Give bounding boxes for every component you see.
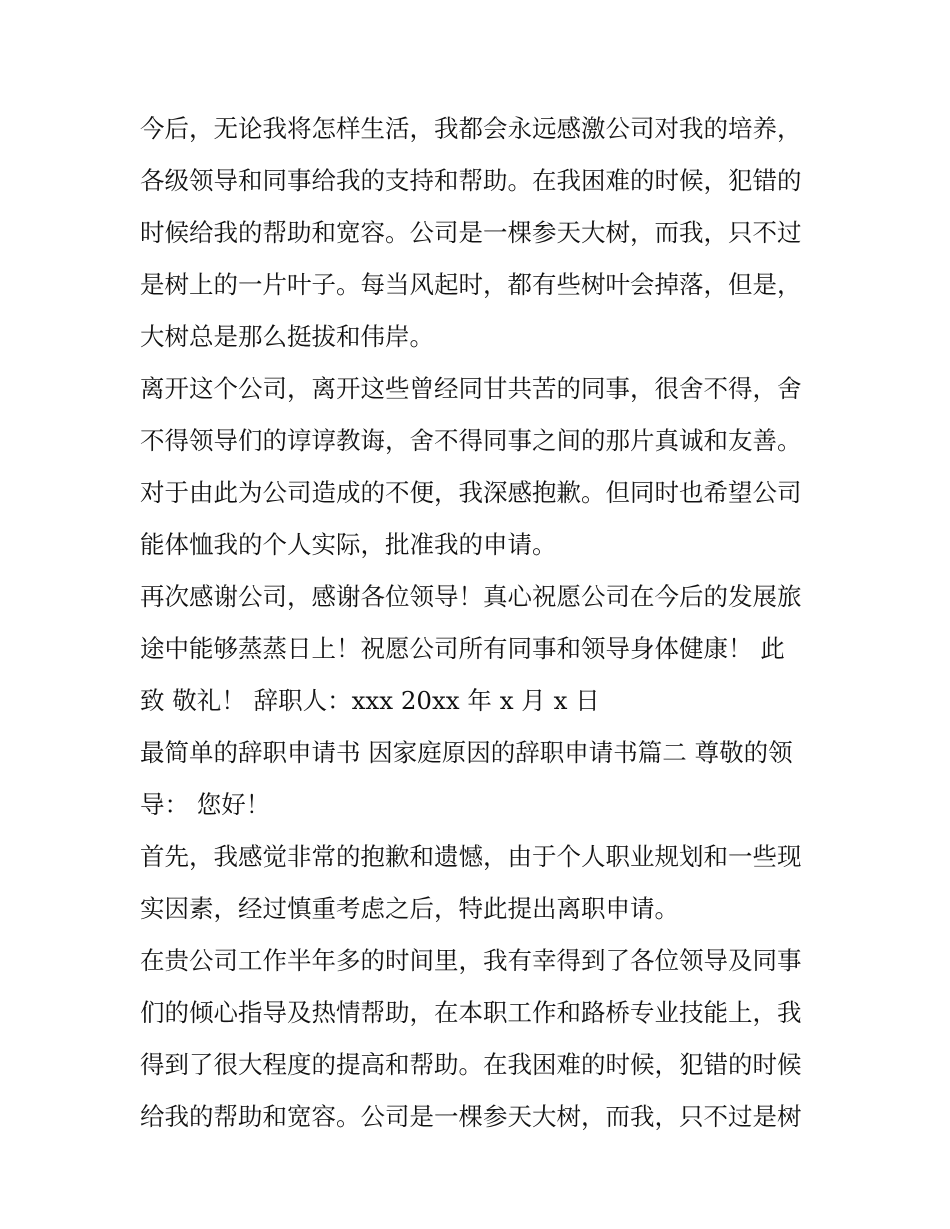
text-line: 各级领导和同事给我的支持和帮助。在我困难的时候，犯错的 [140,166,802,195]
text-line: 给我的帮助和宽容。公司是一棵参天大树，而我，只不过是树 [140,1102,802,1131]
text-line: 导： 您好！ [140,790,271,819]
text-line: 们的倾心指导及热情帮助，在本职工作和路桥专业技能上，我 [140,998,802,1027]
text-line: 时候给我的帮助和宽容。公司是一棵参天大树，而我，只不过 [140,218,802,247]
text-line: 对于由此为公司造成的不便，我深感抱歉。但同时也希望公司 [140,478,802,507]
text-line: 离开这个公司，离开这些曾经同甘共苦的同事，很舍不得，舍 [140,374,802,403]
text-line: 能体恤我的个人实际，批准我的申请。 [140,530,557,559]
text-line: 大树总是那么挺拔和伟岸。 [140,322,434,351]
text-line: 不得领导们的谆谆教诲，舍不得同事之间的那片真诚和友善。 [140,426,802,455]
document-body [140,103,820,1143]
text-line: 最简单的辞职申请书 因家庭原因的辞职申请书篇二 尊敬的领 [140,738,793,767]
text-line: 得到了很大程度的提高和帮助。在我困难的时候，犯错的时候 [140,1050,802,1079]
text-line: 首先，我感觉非常的抱歉和遗憾，由于个人职业规划和一些现 [140,842,802,871]
text-line: 在贵公司工作半年多的时间里，我有幸得到了各位领导及同事 [140,946,802,975]
text-line: 今后，无论我将怎样生活，我都会永远感激公司对我的培养， [140,114,802,143]
text-line: 致 敬礼！ 辞职人：xxx 20xx 年 x 月 x 日 [140,686,600,715]
text-line: 再次感谢公司，感谢各位领导！真心祝愿公司在今后的发展旅 [140,582,802,611]
text-line: 实因素，经过慎重考虑之后，特此提出离职申请。 [140,894,679,923]
text-line: 是树上的一片叶子。每当风起时，都有些树叶会掉落，但是， [140,270,802,299]
text-line: 途中能够蒸蒸日上！祝愿公司所有同事和领导身体健康！ 此 [140,634,785,663]
